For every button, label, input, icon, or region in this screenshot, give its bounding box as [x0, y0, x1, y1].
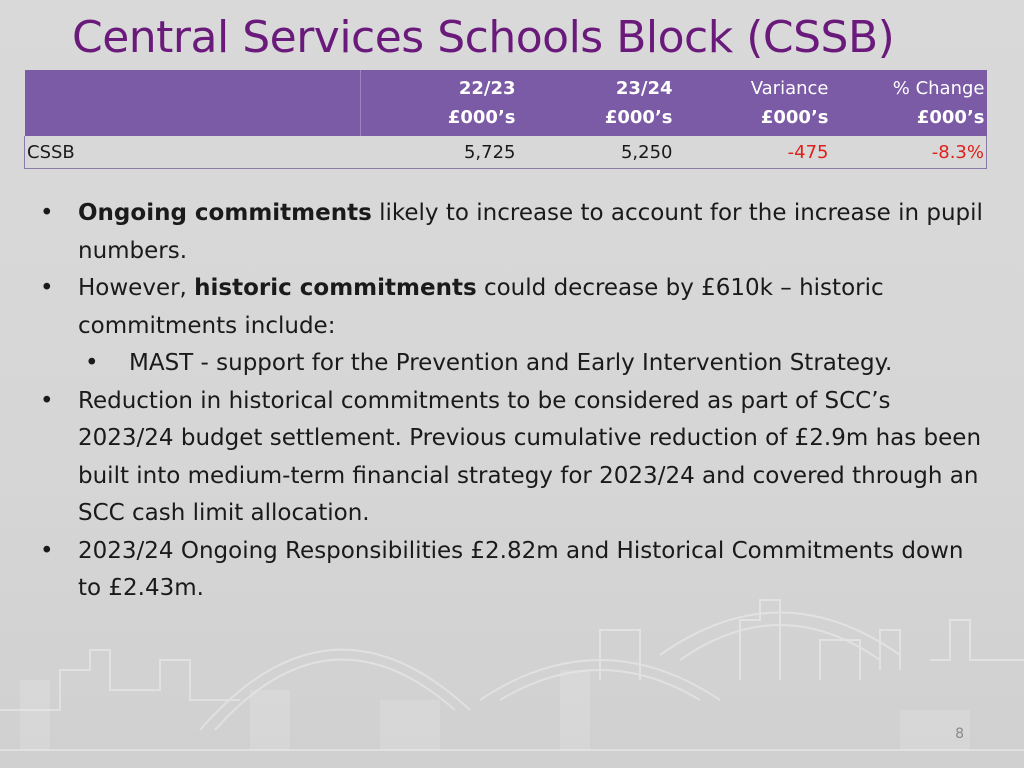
header-variance	[675, 70, 831, 136]
table-row	[25, 136, 987, 169]
bullet-2-prefix: However,	[78, 275, 195, 301]
cell-2324-value: 5,250	[518, 136, 675, 169]
header-variance-unit: £000’s	[760, 107, 829, 128]
header-pct-change	[831, 70, 987, 136]
header-label-cell	[25, 70, 361, 136]
header-2223-year: 22/23	[458, 78, 516, 99]
sub-bullet-mast-text: MAST - support for the Prevention and Early Intervention Strategy.	[129, 350, 893, 376]
row-label-cssb: CSSB	[25, 136, 361, 169]
header-pct-change-label: % Change	[892, 78, 985, 99]
bullet-ongoing-commitments	[40, 195, 990, 270]
bullet-1-text: likely to increase to account for the increase in pupil numbers.	[78, 200, 983, 264]
header-variance-label: Variance	[750, 78, 829, 99]
bullet-3-text: Reduction in historical commitments to be considered as part of SCC’s 2023/24 budget settlement. Previous cumulative reduction of £2.9m has been built into medium-term financial strategy for 2023/24 and covered through an SCC cash limit allocation.	[78, 387, 982, 526]
bullet-4-text: 2023/24 Ongoing Responsibilities £2.82m and Historical Commitments down to £2.43m.	[78, 537, 964, 601]
bullet-historic-commitments	[40, 270, 990, 345]
bullet-dot-icon: •	[40, 537, 54, 564]
bullet-ongoing-responsibilities	[40, 533, 990, 608]
cssb-budget-table	[24, 70, 987, 169]
bullet-reduction	[40, 383, 990, 533]
header-2223	[361, 70, 518, 136]
header-pct-change-unit: £000’s	[916, 107, 985, 128]
bullet-dot-icon: •	[85, 350, 99, 376]
cell-variance-value: -475	[675, 136, 831, 169]
slide-title: Central Services Schools Block (CSSB)	[72, 12, 895, 63]
bullet-dot-icon: •	[40, 200, 54, 226]
page-number: 8	[955, 726, 964, 742]
cell-pct-change-value: -8.3%	[831, 136, 987, 169]
bullet-1-bold: Ongoing commitments	[78, 200, 372, 226]
bullet-2-bold: historic commitments	[194, 275, 477, 301]
sub-bullet-mast	[40, 345, 990, 383]
header-2223-unit: £000’s	[447, 107, 516, 128]
cell-2223-value: 5,725	[361, 136, 518, 169]
header-2324-year: 23/24	[615, 78, 673, 99]
header-2324-unit: £000’s	[604, 107, 673, 128]
bullet-dot-icon: •	[40, 387, 54, 414]
header-2324	[518, 70, 675, 136]
bullet-list	[40, 195, 990, 608]
table-header-row	[25, 70, 987, 136]
bullet-dot-icon: •	[40, 275, 54, 301]
bullet-2-text: could decrease by £610k – historic commitments include:	[78, 275, 884, 339]
